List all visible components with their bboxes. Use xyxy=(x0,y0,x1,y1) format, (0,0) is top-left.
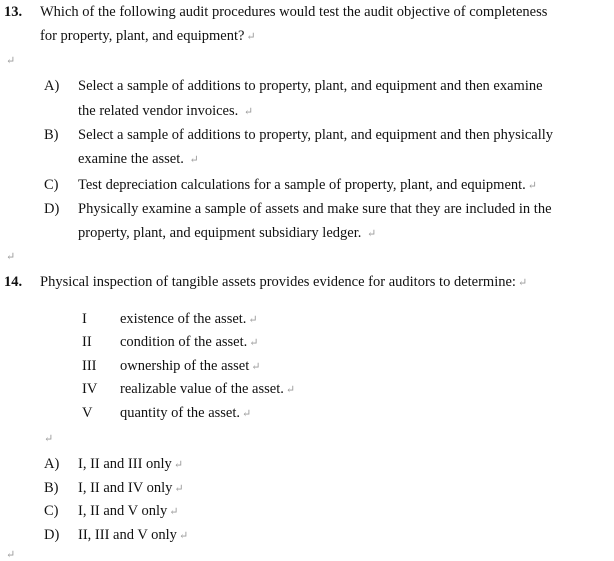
question-number: 14. xyxy=(4,274,23,290)
option-letter: B) xyxy=(44,480,59,496)
option-text: I, II and IV only ↵ xyxy=(78,480,184,496)
option-letter: D) xyxy=(44,527,60,543)
roman-numeral: IV xyxy=(82,381,98,397)
option-text-line-1: Select a sample of additions to property, plant, and equipment and then examine xyxy=(78,78,543,94)
option-letter: D) xyxy=(44,201,60,217)
roman-numeral: II xyxy=(82,334,92,350)
option-text-line-1: Select a sample of additions to property, plant, and equipment and then physically xyxy=(78,127,554,143)
roman-numeral: V xyxy=(82,405,93,421)
option-text: I, II and V only ↵ xyxy=(78,503,179,519)
paragraph-mark-icon: ↵ xyxy=(6,55,16,67)
question-stem-line-1: Which of the following audit procedures would test the audit objective of completeness xyxy=(40,4,548,20)
paragraph-mark-icon: ↵ xyxy=(44,433,54,445)
option-letter: B) xyxy=(44,127,59,143)
question-stem: Physical inspection of tangible assets provides evidence for auditors to determine: ↵ xyxy=(40,274,528,290)
roman-item-text: ownership of the asset ↵ xyxy=(120,358,261,374)
option-text-line-2: examine the asset. ↵ xyxy=(78,151,199,167)
roman-item-text: existence of the asset. ↵ xyxy=(120,311,258,327)
question-stem-line-2: for property, plant, and equipment? ↵ xyxy=(40,28,256,44)
question-number: 13. xyxy=(4,4,23,20)
option-letter: C) xyxy=(44,503,59,519)
option-text-line-2: property, plant, and equipment subsidiary ledger. ↵ xyxy=(78,225,377,241)
option-letter: C) xyxy=(44,177,59,193)
paragraph-mark-icon: ↵ xyxy=(6,251,16,263)
option-text: II, III and V only ↵ xyxy=(78,527,189,543)
roman-item-text: condition of the asset. ↵ xyxy=(120,334,259,350)
option-letter: A) xyxy=(44,456,60,472)
option-text-line-2: the related vendor invoices. ↵ xyxy=(78,103,254,119)
option-text: I, II and III only ↵ xyxy=(78,456,184,472)
roman-item-text: realizable value of the asset. ↵ xyxy=(120,381,296,397)
option-text-line-1: Physically examine a sample of assets and make sure that they are included in the xyxy=(78,201,552,217)
roman-numeral: I xyxy=(82,311,87,327)
option-letter: A) xyxy=(44,78,60,94)
roman-numeral: III xyxy=(82,358,97,374)
option-text-line-1: Test depreciation calculations for a sample of property, plant, and equipment. ↵ xyxy=(78,177,538,193)
paragraph-mark-icon: ↵ xyxy=(6,549,16,561)
roman-item-text: quantity of the asset. ↵ xyxy=(120,405,252,421)
